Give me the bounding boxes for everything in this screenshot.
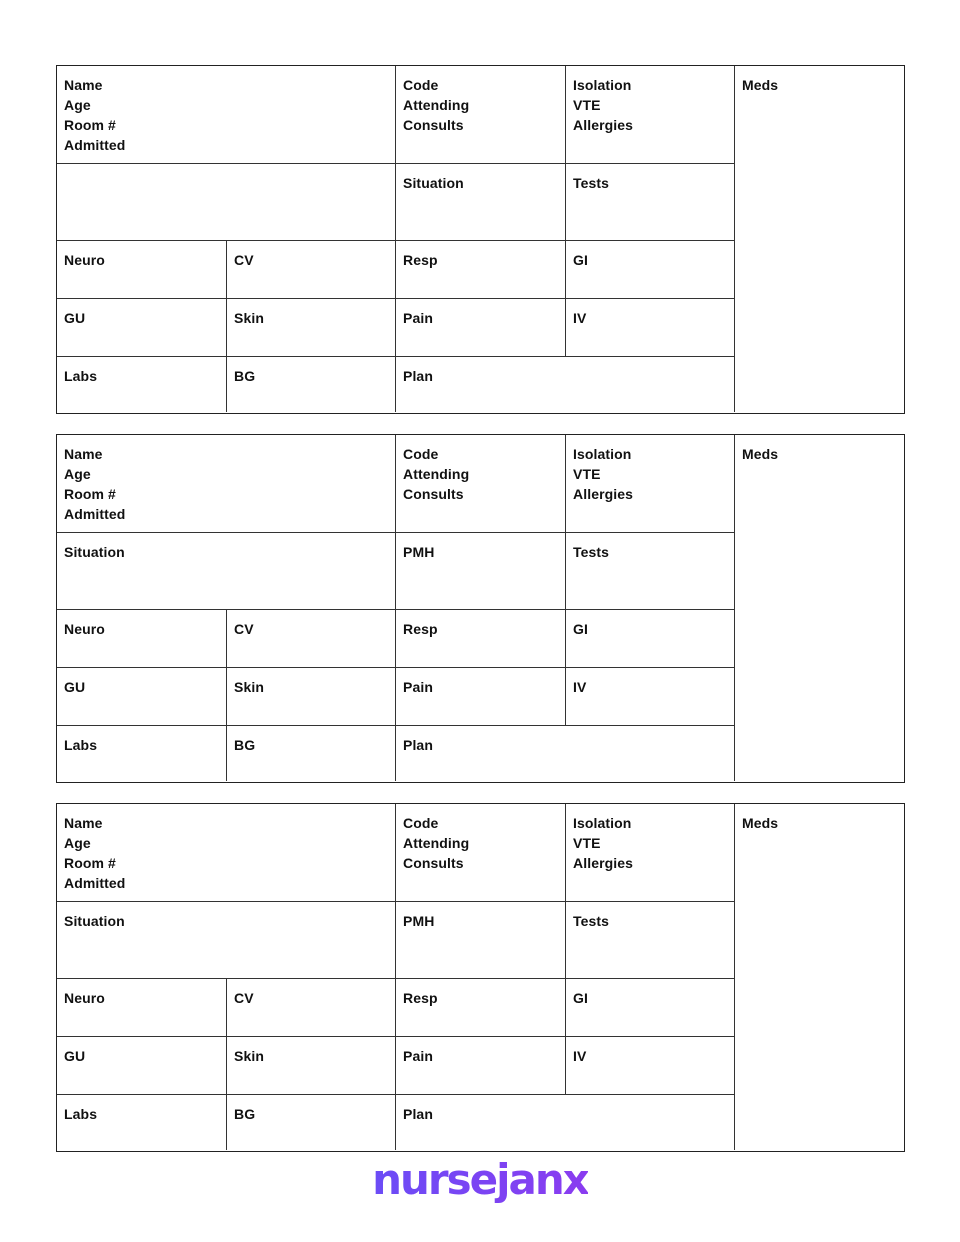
- name-label: Name: [64, 77, 103, 93]
- allergies-label: Allergies: [573, 117, 634, 133]
- room-label: Room #: [64, 855, 116, 871]
- gi-label: GI: [573, 621, 588, 637]
- bg-label: BG: [234, 368, 256, 384]
- pain-cell[interactable]: [396, 1037, 566, 1095]
- pmh-label: PMH: [403, 544, 435, 560]
- bg-cell[interactable]: [227, 726, 396, 781]
- age-label: Age: [64, 835, 91, 851]
- resp-label: Resp: [403, 621, 438, 637]
- skin-label: Skin: [234, 310, 264, 326]
- bg-label: BG: [234, 737, 256, 753]
- tests-cell[interactable]: [566, 164, 735, 241]
- report-sheet-1: [56, 65, 905, 414]
- care-team-cell[interactable]: [396, 435, 566, 533]
- attending-label: Attending: [403, 466, 470, 482]
- nursejanx-logo: [0, 1152, 960, 1208]
- bg-label: BG: [234, 1106, 256, 1122]
- pmh-label: PMH: [403, 913, 435, 929]
- plan-label: Plan: [403, 368, 433, 384]
- neuro-label: Neuro: [64, 990, 105, 1006]
- cv-label: CV: [234, 990, 254, 1006]
- meds-cell[interactable]: [735, 66, 904, 412]
- gu-cell[interactable]: [57, 668, 227, 726]
- plan-label: Plan: [403, 1106, 433, 1122]
- neuro-label: Neuro: [64, 621, 105, 637]
- name-label: Name: [64, 815, 103, 831]
- tests-cell[interactable]: [566, 533, 735, 610]
- admitted-label: Admitted: [64, 506, 126, 522]
- consults-label: Consults: [403, 486, 464, 502]
- plan-cell[interactable]: [396, 1095, 735, 1150]
- labs-label: Labs: [64, 368, 98, 384]
- skin-cell[interactable]: [227, 299, 396, 357]
- age-label: Age: [64, 466, 91, 482]
- resp-label: Resp: [403, 990, 438, 1006]
- isolation-label: Isolation: [573, 446, 632, 462]
- admitted-label: Admitted: [64, 137, 126, 153]
- pain-cell[interactable]: [396, 299, 566, 357]
- cv-label: CV: [234, 252, 254, 268]
- pain-cell[interactable]: [396, 668, 566, 726]
- plan-cell[interactable]: [396, 357, 735, 412]
- neuro-cell[interactable]: [57, 610, 227, 668]
- gi-label: GI: [573, 252, 588, 268]
- patient-info-cell[interactable]: [57, 435, 396, 533]
- resp-cell[interactable]: [396, 241, 566, 299]
- consults-label: Consults: [403, 855, 464, 871]
- report-sheet-2: [56, 434, 905, 783]
- care-team-cell[interactable]: [396, 804, 566, 902]
- iv-cell[interactable]: [566, 1037, 735, 1095]
- isolation-label: Isolation: [573, 815, 632, 831]
- neuro-label: Neuro: [64, 252, 105, 268]
- pmh-cell[interactable]: [396, 902, 566, 979]
- bg-cell[interactable]: [227, 1095, 396, 1150]
- vte-label: VTE: [573, 466, 601, 482]
- iv-label: IV: [573, 1048, 587, 1064]
- plan-label: Plan: [403, 737, 433, 753]
- cv-cell[interactable]: [227, 241, 396, 299]
- patient-info-cell[interactable]: [57, 804, 396, 902]
- attending-label: Attending: [403, 835, 470, 851]
- gu-label: GU: [64, 1048, 86, 1064]
- skin-cell[interactable]: [227, 1037, 396, 1095]
- gi-cell[interactable]: [566, 241, 735, 299]
- precautions-cell[interactable]: [566, 66, 735, 164]
- gi-cell[interactable]: [566, 979, 735, 1037]
- labs-label: Labs: [64, 737, 98, 753]
- isolation-label: Isolation: [573, 77, 632, 93]
- skin-label: Skin: [234, 1048, 264, 1064]
- report-sheet-3: [56, 803, 905, 1152]
- allergies-label: Allergies: [573, 855, 634, 871]
- vte-label: VTE: [573, 97, 601, 113]
- pain-label: Pain: [403, 679, 433, 695]
- gu-label: GU: [64, 310, 86, 326]
- row2-left-cell[interactable]: [57, 164, 396, 241]
- code-label: Code: [403, 77, 439, 93]
- neuro-cell[interactable]: [57, 979, 227, 1037]
- skin-label: Skin: [234, 679, 264, 695]
- meds-cell[interactable]: [735, 435, 904, 781]
- attending-label: Attending: [403, 97, 470, 113]
- vte-label: VTE: [573, 835, 601, 851]
- gu-cell[interactable]: [57, 1037, 227, 1095]
- gi-cell[interactable]: [566, 610, 735, 668]
- admitted-label: Admitted: [64, 875, 126, 891]
- name-label: Name: [64, 446, 103, 462]
- labs-cell[interactable]: [57, 726, 227, 781]
- gu-label: GU: [64, 679, 86, 695]
- labs-label: Labs: [64, 1106, 98, 1122]
- situation-cell[interactable]: [396, 164, 566, 241]
- pain-label: Pain: [403, 310, 433, 326]
- skin-cell[interactable]: [227, 668, 396, 726]
- precautions-cell[interactable]: [566, 804, 735, 902]
- iv-cell[interactable]: [566, 668, 735, 726]
- cv-cell[interactable]: [227, 610, 396, 668]
- situation-label: Situation: [64, 544, 125, 560]
- consults-label: Consults: [403, 117, 464, 133]
- resp-cell[interactable]: [396, 610, 566, 668]
- cv-label: CV: [234, 621, 254, 637]
- gu-cell[interactable]: [57, 299, 227, 357]
- room-label: Room #: [64, 117, 116, 133]
- resp-cell[interactable]: [396, 979, 566, 1037]
- pain-label: Pain: [403, 1048, 433, 1064]
- pmh-cell[interactable]: [396, 533, 566, 610]
- room-label: Room #: [64, 486, 116, 502]
- situation-cell[interactable]: [57, 533, 396, 610]
- labs-cell[interactable]: [57, 1095, 227, 1150]
- logo-text: nursejanx: [372, 1155, 588, 1204]
- neuro-cell[interactable]: [57, 241, 227, 299]
- care-team-cell[interactable]: [396, 66, 566, 164]
- iv-label: IV: [573, 679, 587, 695]
- cv-cell[interactable]: [227, 979, 396, 1037]
- resp-label: Resp: [403, 252, 438, 268]
- gi-label: GI: [573, 990, 588, 1006]
- labs-cell[interactable]: [57, 357, 227, 412]
- plan-cell[interactable]: [396, 726, 735, 781]
- code-label: Code: [403, 815, 439, 831]
- bg-cell[interactable]: [227, 357, 396, 412]
- tests-label: Tests: [573, 913, 610, 929]
- meds-label: Meds: [742, 77, 779, 93]
- situation-cell[interactable]: [57, 902, 396, 979]
- iv-cell[interactable]: [566, 299, 735, 357]
- iv-label: IV: [573, 310, 587, 326]
- tests-label: Tests: [573, 175, 610, 191]
- patient-info-cell[interactable]: [57, 66, 396, 164]
- meds-label: Meds: [742, 815, 779, 831]
- precautions-cell[interactable]: [566, 435, 735, 533]
- tests-cell[interactable]: [566, 902, 735, 979]
- tests-label: Tests: [573, 544, 610, 560]
- allergies-label: Allergies: [573, 486, 634, 502]
- meds-label: Meds: [742, 446, 779, 462]
- situation-label: Situation: [64, 913, 125, 929]
- meds-cell[interactable]: [735, 804, 904, 1150]
- age-label: Age: [64, 97, 91, 113]
- situation-label: Situation: [403, 175, 464, 191]
- code-label: Code: [403, 446, 439, 462]
